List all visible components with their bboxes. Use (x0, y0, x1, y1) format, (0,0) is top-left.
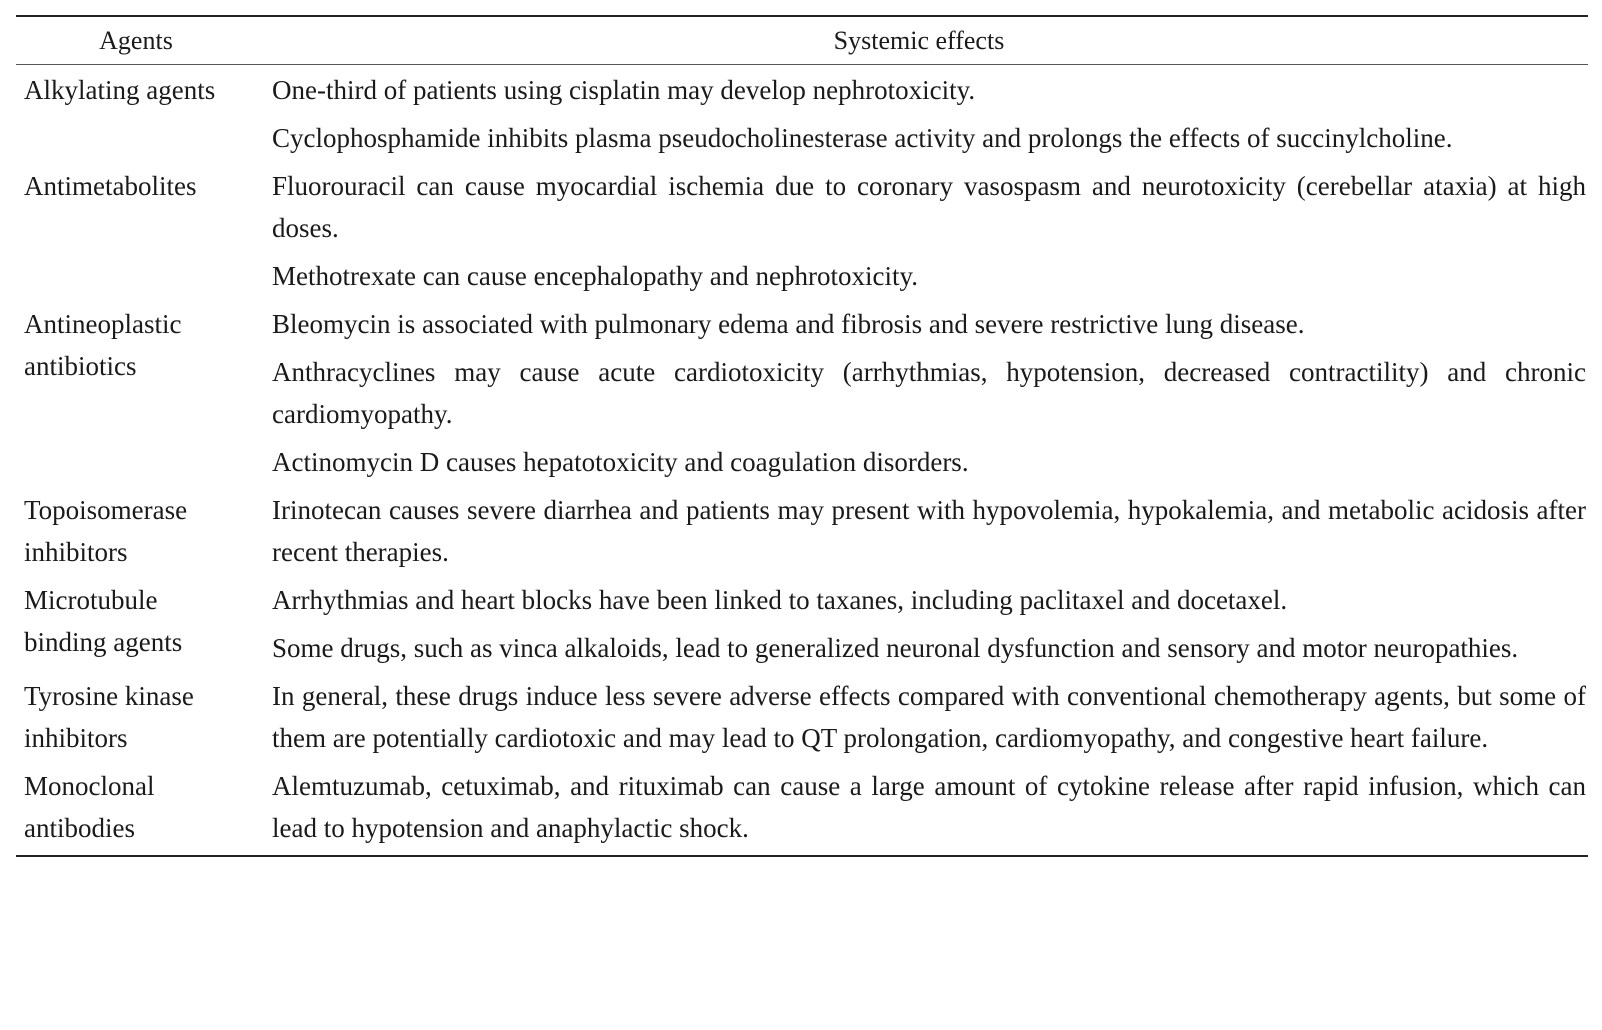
table-row (16, 303, 1588, 489)
table-row (16, 69, 1588, 165)
effects-cell (256, 303, 1588, 489)
effect-text: Actinomycin D causes hepatotoxicity and coagulation disorders. (272, 447, 969, 477)
effect-text: Some drugs, such as vinca alkaloids, lead to generalized neuronal dysfunction and sensory and motor neuropathies. (272, 633, 1519, 663)
agent-cell: Antimetabolites (24, 171, 197, 201)
agent-cell: Alkylating agents (24, 75, 216, 105)
table-header-row (16, 17, 1588, 64)
table-row (16, 489, 1588, 579)
effect-text: Anthracyclines may cause acute cardiotoxicity (arrhythmias, hypotension, decreased contractility) and chronic cardiomyopathy. (272, 357, 1586, 429)
effect-text: Alemtuzumab, cetuximab, and rituximab can cause a large amount of cytokine release after rapid infusion, which can lead to hypotension and anaphylactic shock. (272, 771, 1586, 843)
effect-text: Arrhythmias and heart blocks have been linked to taxanes, including paclitaxel and docetaxel. (272, 585, 1288, 615)
effect-text: Bleomycin is associated with pulmonary edema and fibrosis and severe restrictive lung disease. (272, 309, 1305, 339)
effects-cell (256, 765, 1588, 855)
table-bottom-rule (16, 855, 1588, 857)
agent-cell: Tyrosine kinase inhibitors (24, 681, 194, 753)
agent-cell: Topoisomerase inhibitors (24, 495, 188, 567)
effect-text: One-third of patients using cisplatin may develop nephrotoxicity. (272, 75, 976, 105)
effects-cell (256, 579, 1588, 675)
effect-text: Cyclophosphamide inhibits plasma pseudocholinesterase activity and prolongs the effects of succinylcholine. (272, 123, 1453, 153)
effects-cell (256, 489, 1588, 579)
table-body (16, 65, 1588, 855)
table-row (16, 579, 1588, 675)
agent-cell: Microtubule binding agents (24, 585, 183, 657)
systemic-effects-table (16, 15, 1588, 857)
header-agents: Agents (99, 25, 173, 55)
effect-text: In general, these drugs induce less severe adverse effects compared with conventional chemotherapy agents, but some of them are potentially cardiotoxic and may lead to QT prolongation, cardiomyopathy, and congestive heart failure. (272, 681, 1586, 753)
agent-cell: Monoclonal antibodies (24, 771, 155, 843)
effects-cell (256, 675, 1588, 765)
effects-cell (256, 69, 1588, 165)
effects-cell (256, 165, 1588, 303)
effect-text: Irinotecan causes severe diarrhea and patients may present with hypovolemia, hypokalemia, and metabolic acidosis after recent therapies. (272, 495, 1586, 567)
effect-text: Methotrexate can cause encephalopathy and nephrotoxicity. (272, 261, 918, 291)
table-row (16, 765, 1588, 855)
header-systemic-effects: Systemic effects (833, 25, 1005, 55)
effect-text: Fluorouracil can cause myocardial ischemia due to coronary vasospasm and neurotoxicity (cerebellar ataxia) at high doses. (272, 171, 1586, 243)
table-row (16, 165, 1588, 303)
agent-cell: Antineoplastic antibiotics (24, 309, 182, 381)
table-row (16, 675, 1588, 765)
